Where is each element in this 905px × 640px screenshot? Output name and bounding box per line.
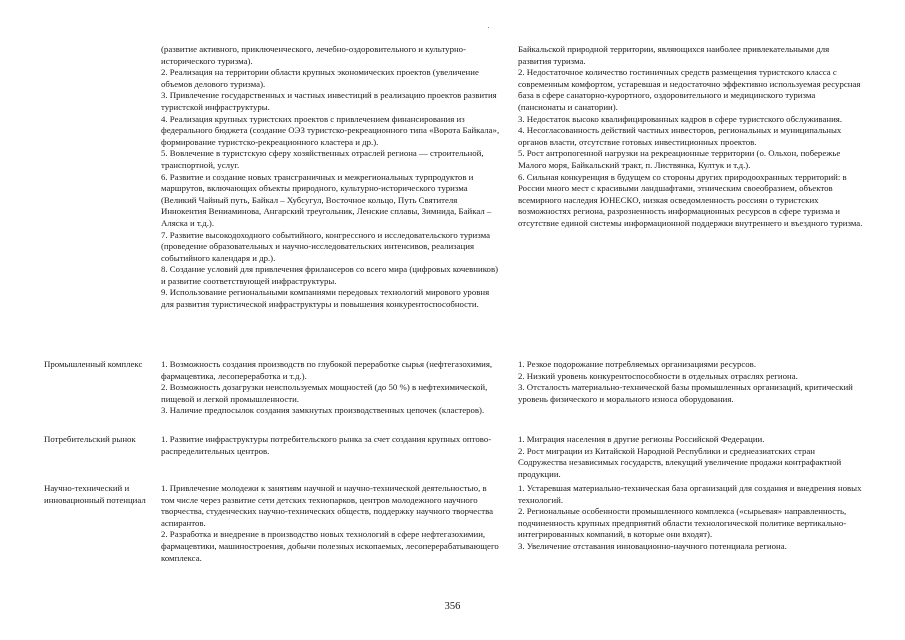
cell-paragraph: 4. Реализация крупных туристских проектов с привлечением финансирования из федерального бюджета (создание ОЭЗ туристско-рекреационного типа «Ворота Байкала», формирование туристско-рекреационного кластера и др.). <box>161 113 500 147</box>
cell-paragraph: 8. Создание условий для привлечения фрилансеров со всего мира (цифровых кочевников) и развитие соответствующей инфраструктуры. <box>161 264 499 286</box>
cell-paragraph: 1. Устаревшая материально-техническая база организаций для создания и внедрения новых технологий. <box>518 483 862 505</box>
cell-paragraph: 2. Реализация на территории области крупных экономических проектов (увеличение объемов делового туризма). <box>161 67 479 89</box>
page-number: 356 <box>444 601 461 612</box>
cell-paragraph: 5. Вовлечение в туристскую сферу хозяйственных отраслей региона — строительной, транспортной, услуг. <box>161 148 484 170</box>
cell-paragraph: 6. Сильная конкуренция в будущем со стороны других природоохранных территорий: в России много мест с красивыми ландшафтами, этническим своеобразием, объектов всемирного наследия ЮНЕСКО, низкая осведомленность россиян о туристских возможностях региона, разрозненность информационных ресурсов в сфере туризма и отсутствие единой системы информационной поддержки внутреннего и въездного туризма. <box>518 171 863 228</box>
cell-paragraph: 3. Наличие предпосылок создания замкнутых производственных цепочек (кластеров). <box>161 405 485 416</box>
cell-paragraph: 2. Рост миграции из Китайской Народной Республики и среднеазиатских стран Содружества независимых государств, влекущий увеличение продажи контрафактной продукции. <box>518 445 842 479</box>
cell-paragraph: 1. Возможность создания производств по глубокой переработке сырья (нефтегазохимия, фармацевтика, лесопереработка и т.д.). <box>161 359 493 381</box>
cell-paragraph: 2. Возможность дозагрузки неиспользуемых мощностей (до 50 %) в нефтехимической, пищевой и легкой промышленности. <box>161 382 488 404</box>
opportunities-cell <box>161 44 501 311</box>
cell-paragraph: 6. Развитие и создание новых трансграничных и межрегиональных турпродуктов и маршрутов, включающих объекты природного, культурно-исторического туризма (Великий Чайный путь, Байкал – Хубсугул, Восточное кольцо, Путь Святителя Иннокентия Вениаминова, Ангарский треугольник, Ленские сплавы, Зимнида, Байкал – Аляска и т.д.). <box>161 171 492 228</box>
cell-paragraph: 7. Развитие высокодоходного событийного, конгрессного и исследовательского туризма (проведение образовательных и научно-исследовательских интенсивов, реализация событийного календаря и др.). <box>161 229 491 263</box>
cell-paragraph: 2. Разработка и внедрение в производство новых технологий в сфере нефтегазохимии, фармацевтики, машиностроения, добычи полезных ископаемых, лесоперерабатывающего комплекса. <box>161 529 499 563</box>
cell-paragraph: 3. Недостаток высоко квалифицированных кадров в сфере туристского обслуживания. <box>518 113 843 124</box>
cell-paragraph: 1. Резкое подорожание потребляемых организациями ресурсов. <box>518 359 757 369</box>
scan-speck <box>488 27 489 28</box>
cell-paragraph: 9. Использование региональными компаниями передовых технологий мирового уровня для развития туристической инфраструктуры и повышения конкурентоспособности. <box>161 287 490 310</box>
opportunities-cell <box>161 483 501 564</box>
cell-paragraph: (развитие активного, приключенческого, лечебно-оздоровительного и культурно-исторического туризма). <box>161 44 466 66</box>
cell-paragraph: 2. Региональные особенности промышленного комплекса («сырьевая» направленность, подчиненность крупных предприятий области технологической политике вертикально-интегрированных компаний, в которые они входят). <box>518 506 847 540</box>
opportunities-cell <box>161 434 501 457</box>
cell-paragraph: 5. Рост антропогенной нагрузки на рекреационные территории (о. Ольхон, побережье Малого моря, Байкальский тракт, п. Листвянка, Култук и т.д.). <box>518 148 841 170</box>
cell-paragraph: Байкальской природной территории, являющихся наиболее привлекательными для развития туризма. <box>518 44 830 66</box>
cell-paragraph: 1. Миграция населения в другие регионы Российской Федерации. <box>518 434 765 444</box>
threats-cell <box>518 359 864 405</box>
cell-paragraph: 1. Развитие инфраструктуры потребительского рынка за счет создания крупных оптово-распределительных центров. <box>161 434 492 456</box>
threats-cell <box>518 483 864 553</box>
opportunities-cell <box>161 359 501 417</box>
cell-paragraph: 3. Отсталость материально-технической базы промышленных организаций, критический уровень физического и морального износа оборудования. <box>518 382 853 404</box>
cell-paragraph: 3. Привлечение государственных и частных инвестиций в реализацию проектов развития туристской инфраструктуры. <box>161 90 497 112</box>
threats-cell <box>518 434 864 480</box>
cell-paragraph: 3. Увеличение отставания инновационно-научного потенциала региона. <box>518 540 787 551</box>
cell-paragraph: 2. Низкий уровень конкурентоспособности в отдельных отраслях региона. <box>518 370 798 381</box>
cell-paragraph: 1. Привлечение молодежи к занятиям научной и научно-технической деятельностью, в том числе через развитие сети детских технопарков, центров молодежного научного творчества, студенческих научно-технических обществ, поддержку научного творчества аспирантов. <box>161 483 494 528</box>
cell-paragraph: 2. Недостаточное количество гостиничных средств размещения туристского класса с современным комфортом, устаревшая и недостаточно эффективно используемая ресурсная база в сфере санаторно-курортного, оздоровительного и медицинского туризма (пансионаты и санатории). <box>518 67 861 112</box>
row-label: Потребительский рынок <box>44 434 136 444</box>
row-label: Промышленный комплекс <box>44 359 143 369</box>
row-label: Научно-технический и инновационный потенциал <box>44 483 146 505</box>
threats-cell <box>518 44 864 230</box>
cell-paragraph: 4. Несогласованность действий частных инвесторов, региональных и муниципальных органов власти, отсутствие готовых инвестиционных проектов. <box>518 125 842 147</box>
